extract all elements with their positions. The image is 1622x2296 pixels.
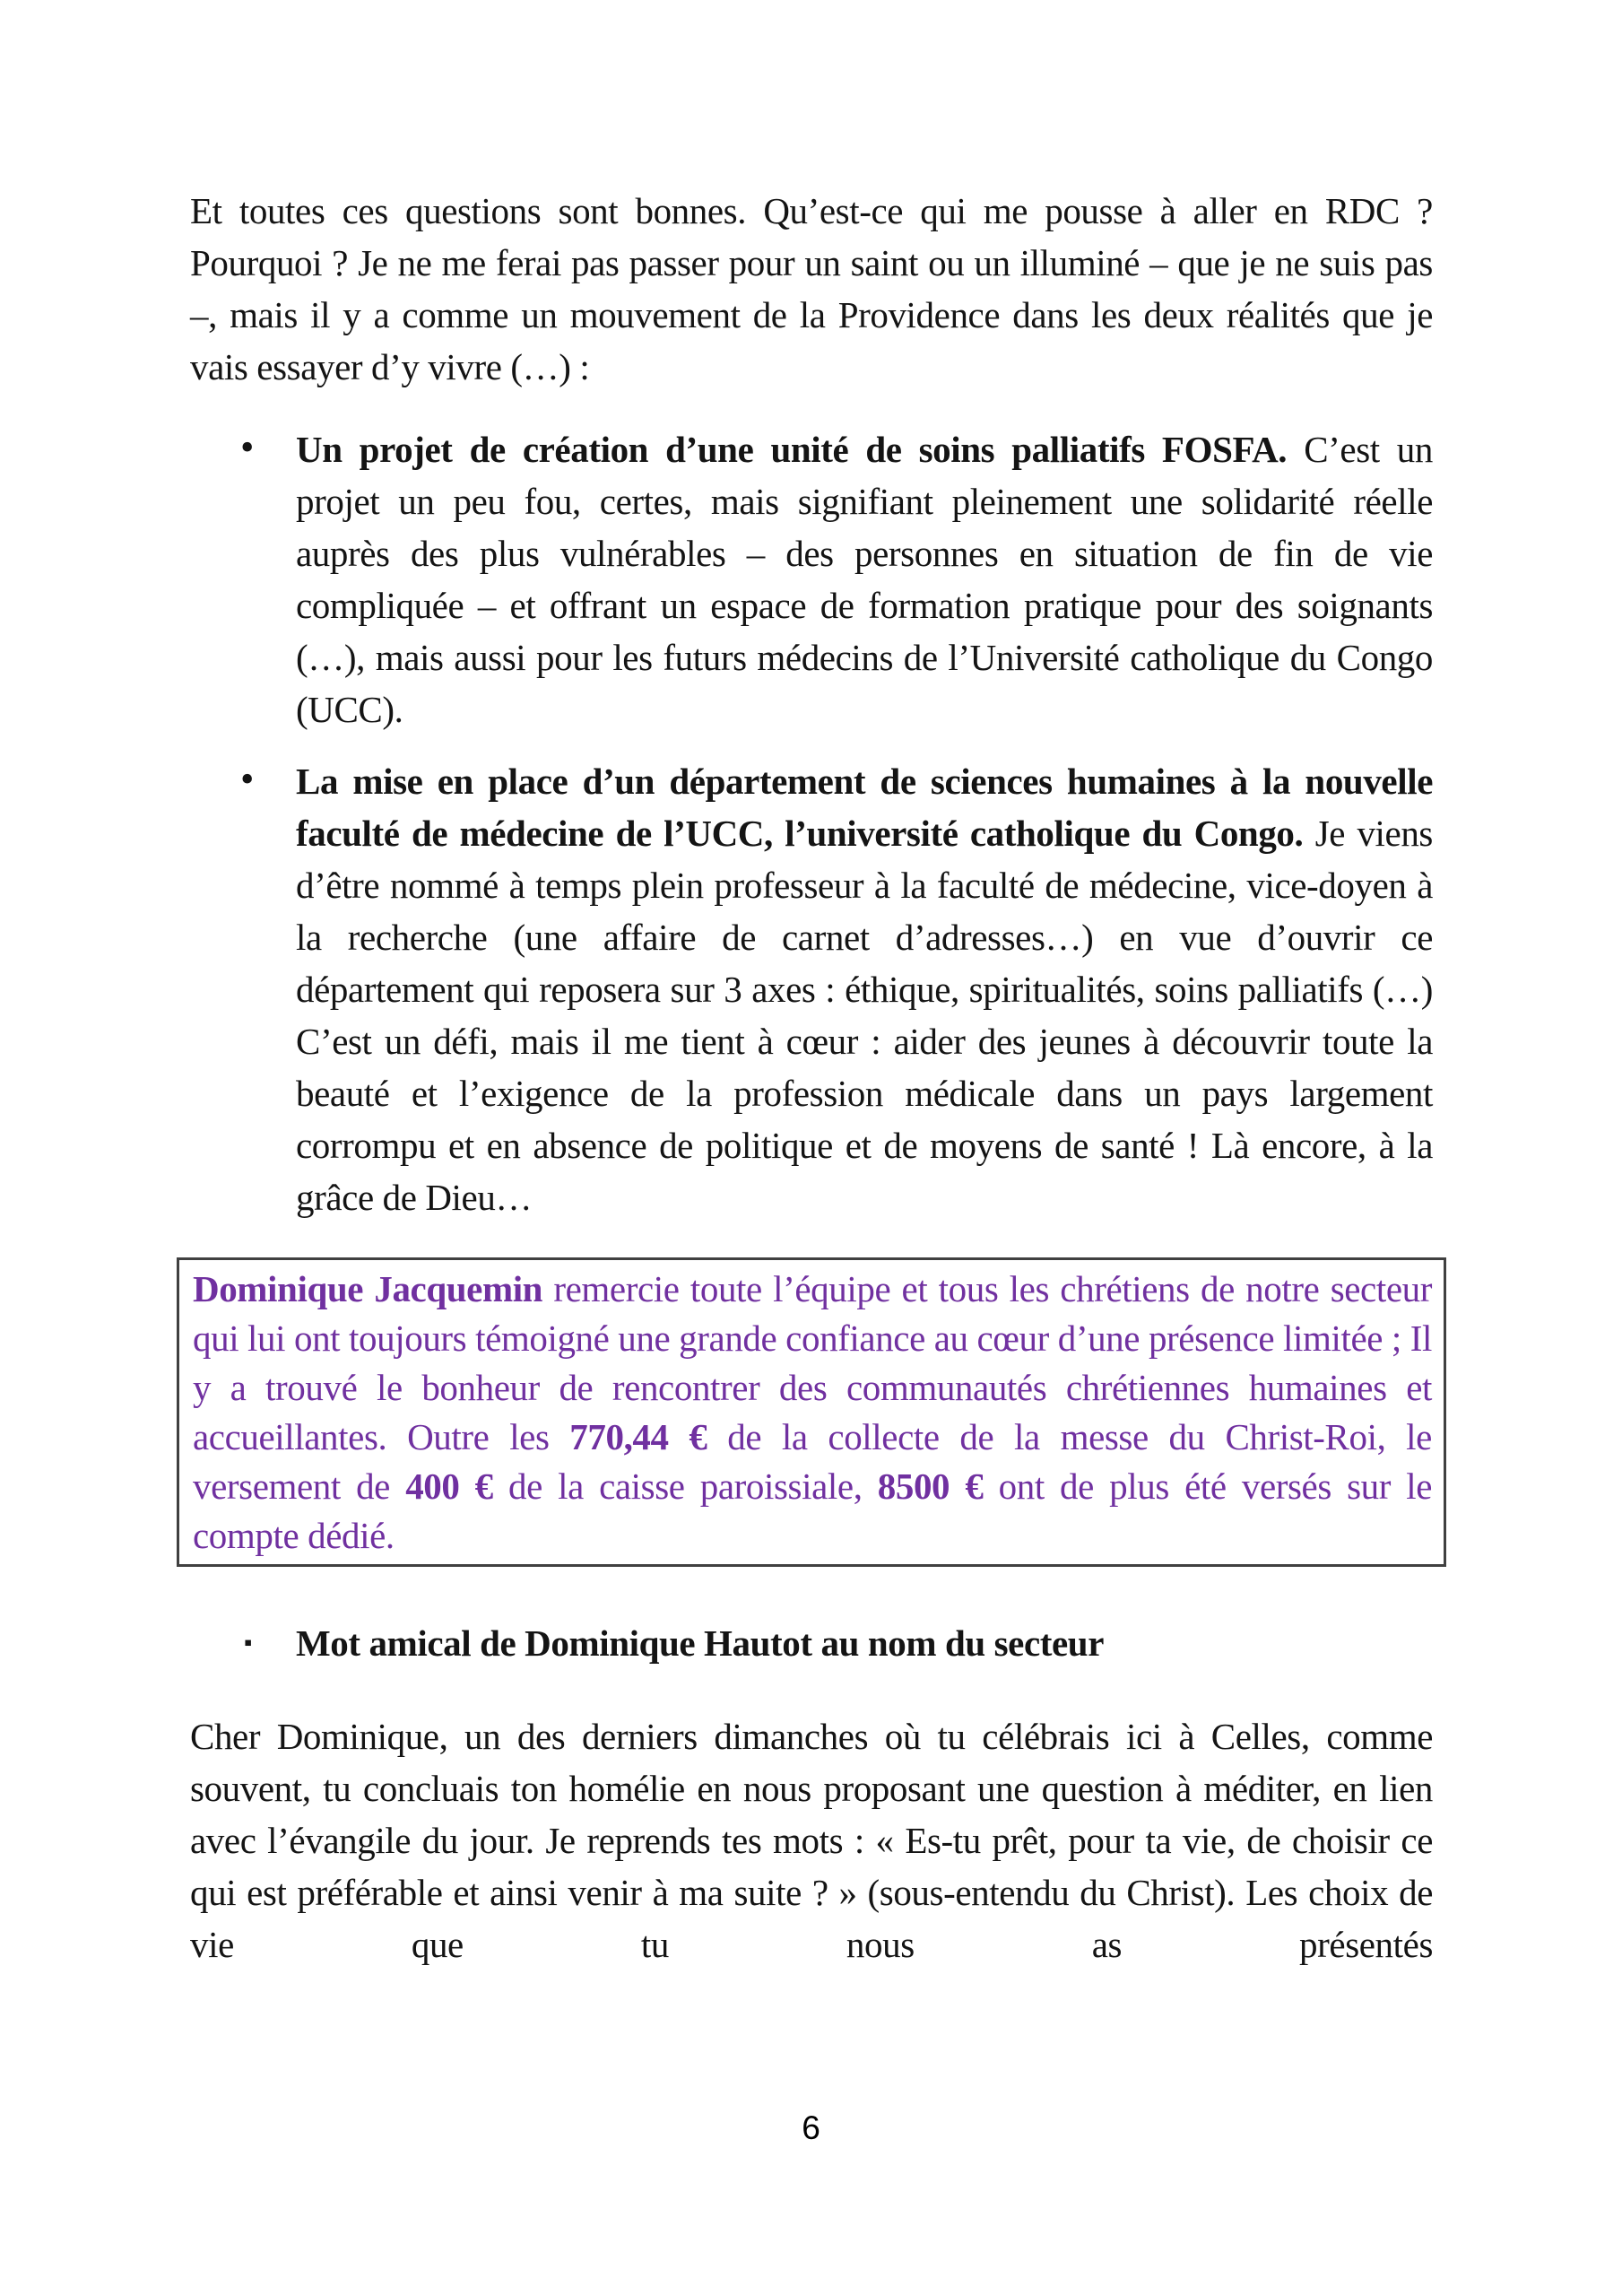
page-footer [0,2109,1622,2147]
page-number: 6 [802,2109,820,2146]
square-bullet-icon: ▪ [244,1630,252,1656]
page-content [190,185,1433,1970]
list-item-humanities-department [190,755,1433,1223]
intro-paragraph: Et toutes ces questions sont bonnes. Qu’est-ce qui me pousse à aller en RDC ? Pourquoi ? Je ne me ferai pas passer pour un saint ou un illuminé – que je ne suis pas –, mais il y a comme un mouvement de la Providence dans les deux réalités que je vais essayer d’y vivre (…) : [190,190,1433,387]
closing-paragraph: Cher Dominique, un des derniers dimanches où tu célébrais ici à Celles, comme souvent, tu concluais ton homélie en nous proposant une question à méditer, en lien avec l’évangile du jour. Je reprends tes mots : « Es-tu prêt, pour ta vie, de choisir ce qui est préférable et ainsi venir à ma suite ? » (sous-entendu du Christ). Les choix de vie que tu nous as présentés [190,1716,1433,1965]
round-bullet-icon: • [240,757,255,801]
projects-bullet-list [190,423,1433,1223]
list-item-text: Un projet de création d’une unité de soins palliatifs FOSFA. C’est un projet un peu fou, certes, mais signifiant pleinement une solidarité réelle auprès des plus vulnérables – des personnes en situation de fin de vie compliquée – et offrant un espace de formation pratique pour des soignants (…), mais aussi pour les futurs médecins de l’Université catholique du Congo (UCC). [296,429,1433,730]
section-heading-text: Mot amical de Dominique Hautot au nom du secteur [296,1622,1104,1664]
donation-info-box [177,1257,1446,1567]
donation-info-text: Dominique Jacquemin remercie toute l’équipe et tous les chrétiens de notre secteur qui lui ont toujours témoigné une grande confiance au cœur d’une présence limitée ; Il y a trouvé le bonheur de rencontrer des communautés chrétiennes humaines et accueillantes. Outre les 770,44 € de la collecte de la messe du Christ-Roi, le versement de 400 € de la caisse paroissiale, 8500 € ont de plus été versés sur le compte dédié. [193,1268,1433,1556]
list-item-text: La mise en place d’un département de sciences humaines à la nouvelle faculté de médecine de l’UCC, l’université catholique du Congo. Je viens d’être nommé à temps plein professeur à la faculté de médecine, vice-doyen à la recherche (une affaire de carnet d’adresses…) en vue d’ouvrir ce département qui reposera sur 3 axes : éthique, spiritualités, soins palliatifs (…) C’est un défi, mais il me tient à cœur : aider des jeunes à découvrir toute la beauté et l’exigence de la profession médicale dans un pays largement corrompu et en absence de politique et de moyens de santé ! Là encore, à la grâce de Dieu… [296,761,1433,1218]
section-heading [190,1617,1433,1669]
list-item-palliative-project [190,423,1433,735]
round-bullet-icon: • [240,425,255,469]
